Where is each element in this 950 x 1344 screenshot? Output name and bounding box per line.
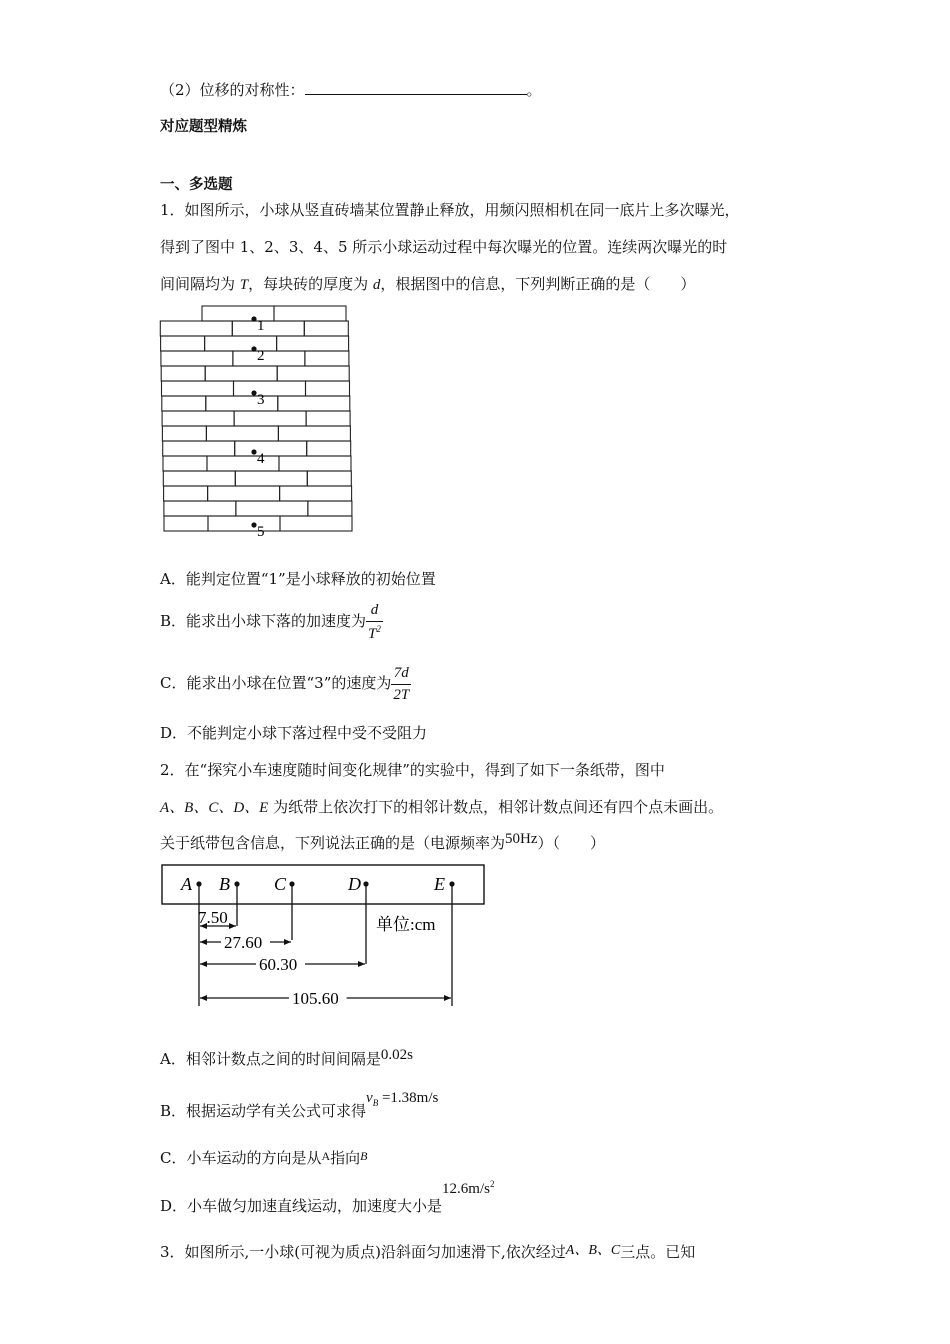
- q3-line1-b: 三点。已知: [620, 1243, 696, 1261]
- brick: [279, 456, 351, 471]
- ball-label: 4: [257, 451, 265, 467]
- dimension-label: 105.60: [292, 989, 339, 1008]
- part-title: 一、多选题: [160, 177, 233, 193]
- tape-point-label: C: [274, 874, 287, 894]
- brick: [305, 351, 349, 366]
- q2-option-c-to: B: [360, 1149, 368, 1163]
- brick: [278, 396, 350, 411]
- q2-line1: 2．在“探究小车速度随时间变化规律”的实验中，得到了如下一条纸带，图中: [160, 761, 665, 779]
- brick: [163, 471, 235, 486]
- brick: [280, 486, 352, 501]
- q2-line3-b: ）（ ）: [537, 834, 606, 852]
- q3-points: A、B、C: [565, 1243, 621, 1258]
- brick: [307, 441, 351, 456]
- q2-line2: [160, 796, 723, 817]
- brick: [280, 516, 352, 531]
- brick: [308, 501, 352, 516]
- brick: [307, 471, 351, 486]
- brick: [163, 456, 207, 471]
- brick: [232, 321, 304, 336]
- q1-option-c[interactable]: [160, 658, 411, 708]
- tape-point-label: D: [348, 874, 361, 894]
- q1-option-d[interactable]: D．不能判定小球下落过程中受不受阻力: [160, 724, 428, 742]
- frac-den: T: [368, 625, 377, 642]
- q3-line1: [160, 1241, 695, 1262]
- frac-den: 2T: [393, 686, 410, 703]
- brick: [205, 336, 277, 351]
- answer-blank: [305, 80, 527, 95]
- brick: [235, 441, 307, 456]
- brick: [234, 411, 306, 426]
- brick: [161, 366, 205, 381]
- q2-option-b-text: B．根据运动学有关公式可求得: [160, 1102, 367, 1120]
- brick: [163, 441, 235, 456]
- q2-option-d[interactable]: [160, 1180, 494, 1216]
- q2-option-b-value: =1.38m/s: [381, 1090, 439, 1106]
- q1-line3-a: 间间隔均为: [160, 275, 240, 293]
- tape-point-label: B: [219, 874, 230, 894]
- q2-option-a[interactable]: [160, 1048, 413, 1069]
- q2-option-c-mid: 指向: [330, 1149, 361, 1167]
- ball-dot: [251, 346, 256, 351]
- brick: [162, 426, 206, 441]
- ball-label: 3: [257, 392, 265, 408]
- tape-point-label: E: [434, 874, 445, 894]
- q2-velocity-symbol: v: [366, 1090, 373, 1106]
- q2-option-d-sup: 2: [489, 1179, 495, 1189]
- q1-var-T: T: [239, 277, 249, 293]
- intro-line: [160, 79, 542, 100]
- brick: [162, 381, 234, 396]
- brick: [160, 321, 232, 336]
- brick-grid: [160, 306, 352, 531]
- q1-option-b-text: B．能求出小球下落的加速度为: [160, 612, 367, 630]
- paper-tape-figure: [158, 860, 488, 1008]
- ball-label: 2: [257, 348, 265, 364]
- q2-option-a-value: 0.02s: [380, 1047, 413, 1063]
- q2-line3: [160, 832, 605, 853]
- brick: [304, 321, 348, 336]
- brick: [208, 516, 280, 531]
- q2-point-letters: A、B、C、D、E: [160, 800, 269, 816]
- brick: [233, 351, 305, 366]
- q2-line3-a: 关于纸带包含信息，下列说法正确的是（电源频率为: [160, 834, 506, 852]
- brick: [207, 456, 279, 471]
- q1-line3: [160, 273, 695, 294]
- q1-line3-b: ，每块砖的厚度为: [248, 275, 373, 293]
- section-title: 对应题型精炼: [160, 119, 247, 135]
- dimension-label: 7.50: [198, 908, 228, 927]
- ball-dot: [251, 390, 256, 395]
- ball-label: 1: [257, 318, 265, 334]
- q1-line3-c: ，根据图中的信息，下列判断正确的是（ ）: [380, 275, 696, 293]
- brick: [164, 516, 208, 531]
- brick: [162, 411, 234, 426]
- tape-point-label: A: [181, 874, 192, 894]
- brick: [161, 336, 205, 351]
- intro-label: （2）位移的对称性：: [160, 81, 305, 99]
- brick: [162, 396, 206, 411]
- q1-option-c-fraction: [391, 666, 411, 703]
- frac-num: 7d: [391, 666, 411, 685]
- brick: [206, 396, 278, 411]
- brick: [278, 426, 350, 441]
- brick: [164, 501, 236, 516]
- q1-option-c-text: C．能求出小球在位置“3”的速度为: [160, 674, 392, 692]
- q2-option-d-value: 12.6m/s: [442, 1181, 490, 1197]
- brick: [235, 471, 307, 486]
- q2-frequency: 50Hz: [505, 831, 538, 847]
- brick: [208, 486, 280, 501]
- ball-label: 5: [257, 524, 265, 540]
- q2-option-c[interactable]: [160, 1147, 368, 1168]
- frac-num: d: [366, 603, 383, 622]
- brick: [234, 381, 306, 396]
- brick: [277, 366, 349, 381]
- frac-den-sup: 2: [376, 623, 381, 634]
- ball-dot: [251, 522, 256, 527]
- ball-dot: [251, 316, 256, 321]
- q2-option-a-text: A．相邻计数点之间的时间间隔是: [160, 1050, 381, 1068]
- q1-var-d: d: [372, 277, 381, 293]
- brick-wall-figure: [158, 302, 358, 542]
- q1-option-b-fraction: [366, 603, 383, 642]
- q2-option-c-from: A: [321, 1149, 331, 1163]
- brick: [161, 351, 233, 366]
- q1-line2: 得到了图中 1、2、3、4、5 所示小球运动过程中每次曝光的位置。连续两次曝光的时: [160, 238, 728, 256]
- brick: [236, 501, 308, 516]
- brick: [206, 426, 278, 441]
- tape-annotations: [180, 874, 455, 1008]
- brick: [277, 336, 349, 351]
- tape-unit-label: 单位:cm: [376, 915, 436, 934]
- q2-line2-rest: 为纸带上依次打下的相邻计数点，相邻计数点间还有四个点未画出。: [268, 798, 724, 816]
- brick: [306, 411, 350, 426]
- brick: [164, 486, 208, 501]
- dimension-label: 60.30: [259, 955, 298, 974]
- q1-option-b[interactable]: [160, 598, 383, 644]
- brick: [306, 381, 350, 396]
- dimension-label: 27.60: [224, 933, 263, 952]
- q2-velocity-subscript: B: [372, 1098, 379, 1108]
- brick: [205, 366, 277, 381]
- q1-line1: 1．如图所示，小球从竖直砖墙某位置静止释放，用频闪照相机在同一底片上多次曝光，: [160, 201, 740, 219]
- intro-suffix: 。: [526, 81, 542, 99]
- q2-option-d-text: D．小车做匀加速直线运动，加速度大小是: [160, 1197, 443, 1215]
- ball-positions: [251, 316, 265, 540]
- q3-line1-a: 3．如图所示,一小球(可视为质点)沿斜面匀加速滑下,依次经过: [160, 1243, 566, 1261]
- q1-option-a[interactable]: A．能判定位置“1”是小球释放的初始位置: [160, 570, 436, 588]
- brick: [274, 306, 346, 321]
- ball-dot: [251, 449, 256, 454]
- q2-option-b[interactable]: [160, 1090, 438, 1124]
- q2-option-c-text: C．小车运动的方向是从: [160, 1149, 322, 1167]
